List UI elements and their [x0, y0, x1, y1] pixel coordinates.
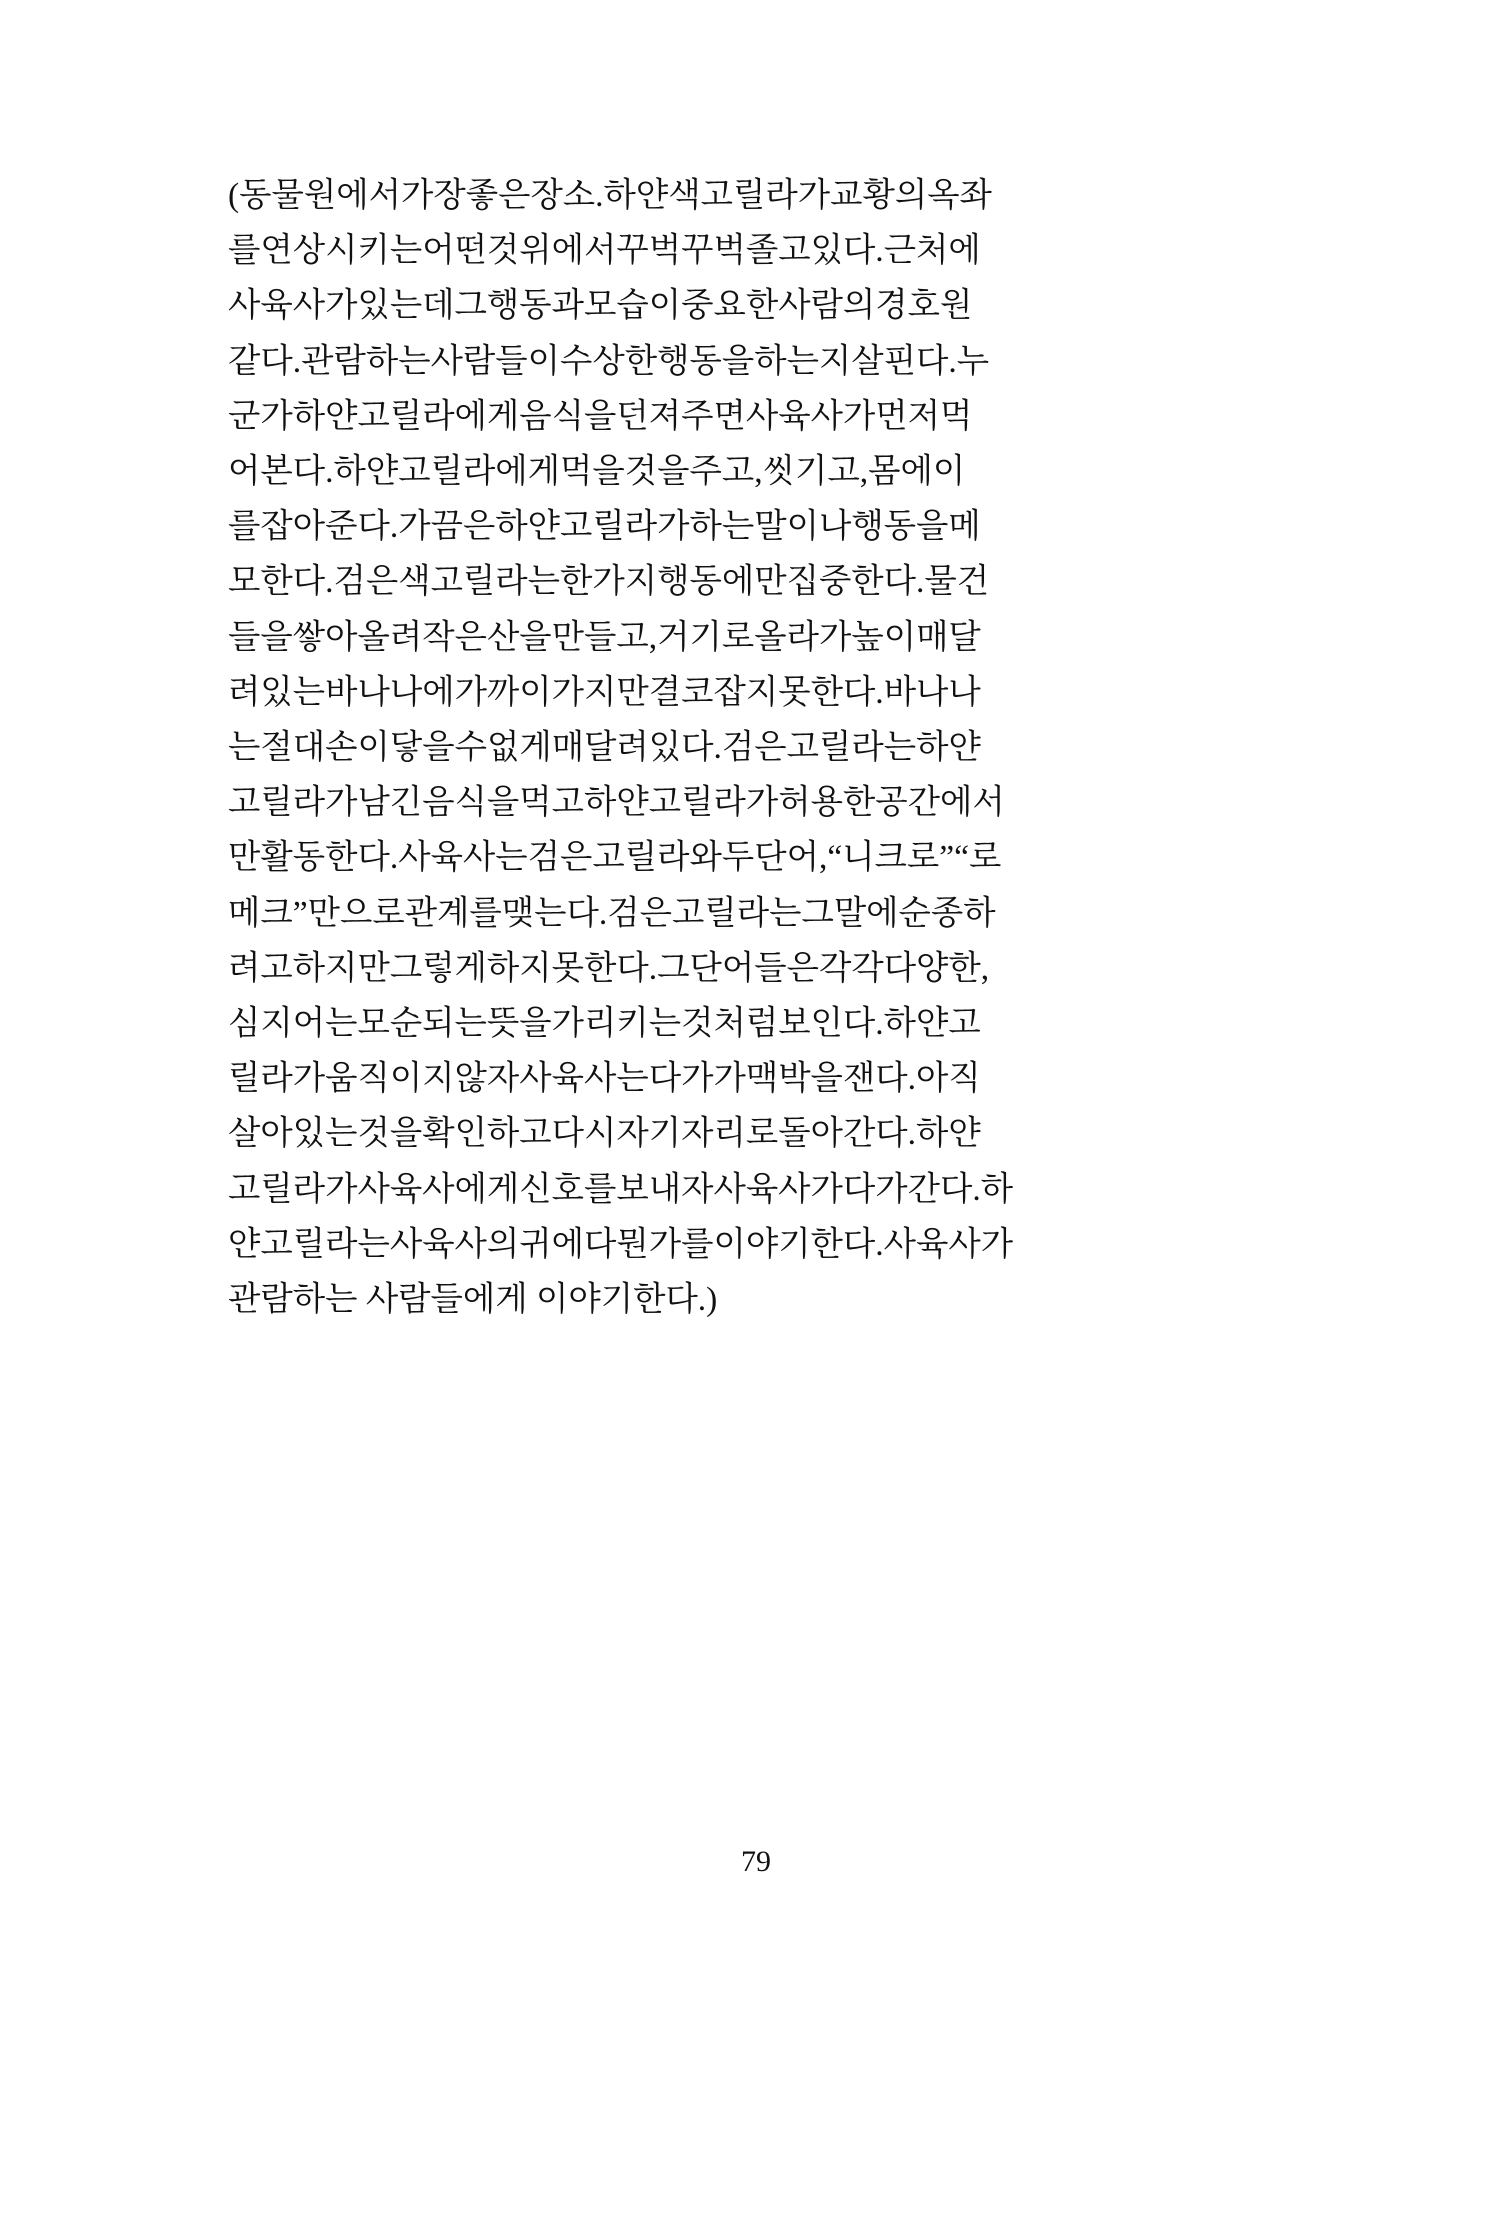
text-word: 하얀 — [495, 508, 561, 546]
text-word: 잡아 — [260, 508, 326, 546]
text-word: 경호원 — [875, 287, 973, 325]
text-word: 하지 — [486, 949, 552, 987]
text-word: 그 — [657, 949, 690, 987]
text-word: 하얀 — [292, 397, 358, 435]
text-word: 행동과 — [486, 287, 585, 325]
text-word: 있다. — [810, 232, 884, 270]
text-word: 누 — [956, 342, 990, 380]
text-word: 잰다. — [842, 1060, 917, 1098]
text-word: 먹고 — [519, 784, 585, 822]
text-word: 하얀 — [916, 729, 981, 767]
text-word: 그 — [801, 894, 834, 932]
text-word: 먹을 — [560, 453, 625, 491]
text-word: 바나나에 — [325, 673, 455, 711]
text-line — [228, 278, 973, 333]
text-word: 고릴라가 — [560, 508, 690, 546]
text-line — [228, 389, 973, 444]
text-line: 관람하는 사람들에게 이야기한다.) — [228, 1281, 718, 1319]
text-word: 그렇게 — [389, 949, 487, 987]
text-word: 주면 — [681, 397, 746, 435]
text-word: 남긴 — [357, 784, 423, 822]
text-word: 사육사에게 — [357, 1170, 520, 1208]
text-word: 높이 — [851, 618, 917, 656]
text-word: 맥박을 — [745, 1060, 843, 1098]
text-word: 메 — [948, 508, 981, 546]
text-word: 하지만 — [292, 949, 390, 987]
text-word: 아직 — [916, 1060, 981, 1098]
text-word: 뭔가를 — [616, 1225, 714, 1263]
text-word: 사육사가 — [883, 1225, 1014, 1263]
text-word: 메크”만으로 — [228, 894, 405, 932]
text-word: 매달려 — [551, 729, 649, 767]
text-word: 가지 — [592, 563, 658, 601]
text-word: 사육사가 — [228, 287, 358, 325]
text-word: 물건 — [924, 563, 990, 601]
text-word: 다가간다. — [842, 1170, 981, 1208]
text-word: 있다. — [648, 729, 722, 767]
text-line — [228, 223, 981, 278]
text-word: 사육사의 — [389, 1225, 520, 1263]
text-line — [228, 720, 981, 775]
text-word: 위에서 — [519, 232, 617, 270]
text-word: 다가가 — [648, 1060, 746, 1098]
text-word: 다양한, — [883, 949, 990, 987]
text-word: 집중한다. — [786, 563, 925, 601]
text-line — [228, 1162, 1014, 1217]
text-word: 먼저 — [875, 397, 941, 435]
text-word: 고릴라에게 — [357, 397, 520, 435]
text-word: 장소. — [530, 177, 604, 214]
text-word: 가장 — [400, 177, 466, 214]
text-word: 수상한 — [560, 342, 658, 380]
text-word: 릴라가 — [228, 1060, 326, 1098]
text-word: 보인다. — [778, 1005, 884, 1043]
text-word: 모순되는 — [357, 1005, 487, 1043]
text-word: 고릴라와 — [592, 839, 722, 877]
text-word: 사육사가 — [713, 1170, 843, 1208]
text-word: 바나나 — [883, 673, 981, 711]
text-word: 다시 — [551, 1115, 617, 1153]
text-word: 절대 — [260, 729, 326, 767]
text-word: 거기로 — [657, 618, 755, 656]
text-word: 행동을 — [657, 342, 755, 380]
text-word: 고릴라가 — [700, 177, 831, 214]
text-word: 것을 — [624, 453, 690, 491]
text-word: 주고, — [689, 453, 763, 491]
text-word: 사육사가 — [745, 397, 876, 435]
text-word: 심지어는 — [228, 1005, 358, 1043]
text-word: 이야기한다. — [713, 1225, 884, 1263]
text-word: 사육사는 — [519, 1060, 649, 1098]
text-word: 올라가 — [754, 618, 852, 656]
text-word: 있는 — [292, 1115, 358, 1153]
text-line — [228, 830, 1002, 885]
text-word: 고릴라는 — [430, 563, 561, 601]
text-word: 가리키는 — [551, 1005, 682, 1043]
text-word: 얀 — [228, 1225, 261, 1263]
text-word: 손이 — [325, 729, 390, 767]
text-line — [228, 1051, 981, 1106]
text-word: “로 — [954, 839, 1002, 877]
text-word: 음식을 — [422, 784, 520, 822]
text-word: 옥좌 — [927, 177, 992, 214]
text-word: 군가 — [228, 397, 293, 435]
text-word: 살핀다. — [851, 342, 957, 380]
text-word: 모습이 — [584, 287, 682, 325]
text-word: 쌓아 — [292, 618, 358, 656]
text-line — [228, 168, 992, 223]
text-word: 것 — [486, 232, 520, 270]
text-word: 사람들이 — [430, 342, 561, 380]
text-word: 려 — [228, 673, 261, 711]
text-word: 하는 — [689, 508, 755, 546]
text-line — [228, 334, 990, 389]
text-word: 를 — [228, 232, 261, 270]
text-word: 중요한 — [681, 287, 779, 325]
text-word: 어 — [228, 453, 261, 491]
text-word: 행동을 — [851, 508, 949, 546]
text-word: 본다. — [260, 453, 334, 491]
text-word: 는 — [228, 729, 261, 767]
text-word: 있는 — [260, 673, 326, 711]
text-word: 것을 — [357, 1115, 423, 1153]
text-word: 사람의 — [778, 287, 876, 325]
text-word: 잡지 — [713, 673, 779, 711]
text-word: “니크로” — [827, 839, 955, 877]
text-word: 검은 — [607, 894, 672, 932]
text-word: 말이나 — [754, 508, 852, 546]
text-word: 좋은 — [465, 177, 531, 214]
text-word: 고릴라는 — [786, 729, 917, 767]
text-word: 작은 — [422, 618, 487, 656]
text-word: 행동에만 — [657, 563, 787, 601]
text-line — [228, 886, 996, 941]
text-word: 않자 — [454, 1060, 520, 1098]
text-word: 고릴라가 — [228, 784, 358, 822]
text-word: 연상시키는 — [260, 232, 423, 270]
text-word: 먹 — [940, 397, 973, 435]
text-word: 말에 — [833, 894, 899, 932]
text-word: 만들고, — [551, 618, 658, 656]
text-word: 꾸벅꾸벅 — [616, 232, 746, 270]
text-word: 가지만 — [551, 673, 649, 711]
text-word: 자기 — [616, 1115, 682, 1153]
text-word: 근처에 — [883, 232, 981, 270]
text-line — [228, 665, 981, 720]
text-word: 하얀색 — [603, 177, 701, 214]
text-word: 확인하고 — [422, 1115, 552, 1153]
text-word: (동물원에서 — [228, 177, 401, 214]
body-paragraph — [228, 168, 1014, 1327]
text-word: 맺는다. — [501, 894, 608, 932]
text-word: 것처럼 — [681, 1005, 779, 1043]
text-word: 고릴라는 — [671, 894, 802, 932]
text-word: 고 — [948, 1005, 981, 1043]
text-word: 수 — [454, 729, 487, 767]
text-word: 던져 — [616, 397, 682, 435]
text-word: 하얀 — [916, 1115, 981, 1153]
text-word: 를 — [228, 508, 261, 546]
text-word: 허용한 — [778, 784, 876, 822]
text-word: 하 — [980, 1170, 1014, 1208]
text-word: 닿을 — [389, 729, 455, 767]
text-word: 가까이 — [454, 673, 552, 711]
text-word: 검은색 — [333, 563, 431, 601]
text-word: 고릴라는 — [260, 1225, 390, 1263]
text-word: 사육사는 — [398, 839, 528, 877]
text-line — [228, 1217, 1014, 1272]
text-word: 돌아간다. — [778, 1115, 917, 1153]
text-word: 그 — [454, 287, 487, 325]
text-word: 단어, — [754, 839, 828, 877]
text-word: 고릴라가 — [228, 1170, 358, 1208]
text-word: 매달 — [916, 618, 981, 656]
text-word: 관계를 — [404, 894, 502, 932]
text-word: 만 — [228, 839, 261, 877]
text-line — [228, 775, 1005, 830]
text-word: 살아 — [228, 1115, 293, 1153]
text-word: 보내자 — [616, 1170, 714, 1208]
text-word: 결코 — [648, 673, 714, 711]
text-word: 산을 — [486, 618, 552, 656]
text-word: 움직이지 — [325, 1060, 455, 1098]
text-line — [228, 554, 990, 609]
text-word: 같다. — [228, 342, 302, 380]
text-word: 하얀 — [584, 784, 649, 822]
text-word: 졸고 — [745, 232, 811, 270]
text-word: 순종하 — [898, 894, 996, 932]
text-word: 뜻을 — [486, 1005, 552, 1043]
page-number: 79 — [741, 1845, 771, 1878]
text-word: 들을 — [228, 618, 293, 656]
text-word: 못한다. — [551, 949, 658, 987]
text-word: 관람하는 — [301, 342, 431, 380]
text-word: 교황의 — [830, 177, 928, 214]
text-word: 못한다. — [778, 673, 884, 711]
text-word: 신호를 — [519, 1170, 617, 1208]
text-word: 준다. — [325, 508, 399, 546]
text-word: 단어들은 — [689, 949, 819, 987]
text-line — [228, 499, 981, 554]
text-word: 공간에서 — [875, 784, 1005, 822]
text-word: 하얀 — [333, 453, 399, 491]
text-line — [228, 941, 990, 996]
text-line — [228, 1106, 981, 1161]
text-word: 있는데 — [357, 287, 455, 325]
text-word: 하는지 — [754, 342, 852, 380]
text-word: 고릴라가 — [648, 784, 779, 822]
text-word: 각각 — [818, 949, 884, 987]
text-word: 하얀 — [883, 1005, 949, 1043]
text-word: 몸에 — [868, 453, 933, 491]
text-word: 자리로 — [681, 1115, 779, 1153]
text-word: 검은 — [527, 839, 593, 877]
text-word: 려고 — [228, 949, 293, 987]
text-word: 귀에다 — [519, 1225, 617, 1263]
text-word: 검은 — [721, 729, 787, 767]
text-line — [228, 610, 981, 665]
text-word: 활동한다. — [260, 839, 399, 877]
text-word: 두 — [721, 839, 755, 877]
text-word: 고릴라에게 — [398, 453, 561, 491]
text-word: 이 — [932, 453, 966, 491]
text-word: 어떤 — [422, 232, 487, 270]
text-word: 한 — [560, 563, 593, 601]
text-word: 가끔은 — [398, 508, 496, 546]
text-line — [228, 996, 981, 1051]
text-line — [228, 444, 966, 499]
text-word: 없게 — [486, 729, 552, 767]
text-word: 음식을 — [519, 397, 617, 435]
text-word: 씻기고, — [762, 453, 869, 491]
text-word: 모한다. — [228, 563, 334, 601]
text-word: 올려 — [357, 618, 423, 656]
